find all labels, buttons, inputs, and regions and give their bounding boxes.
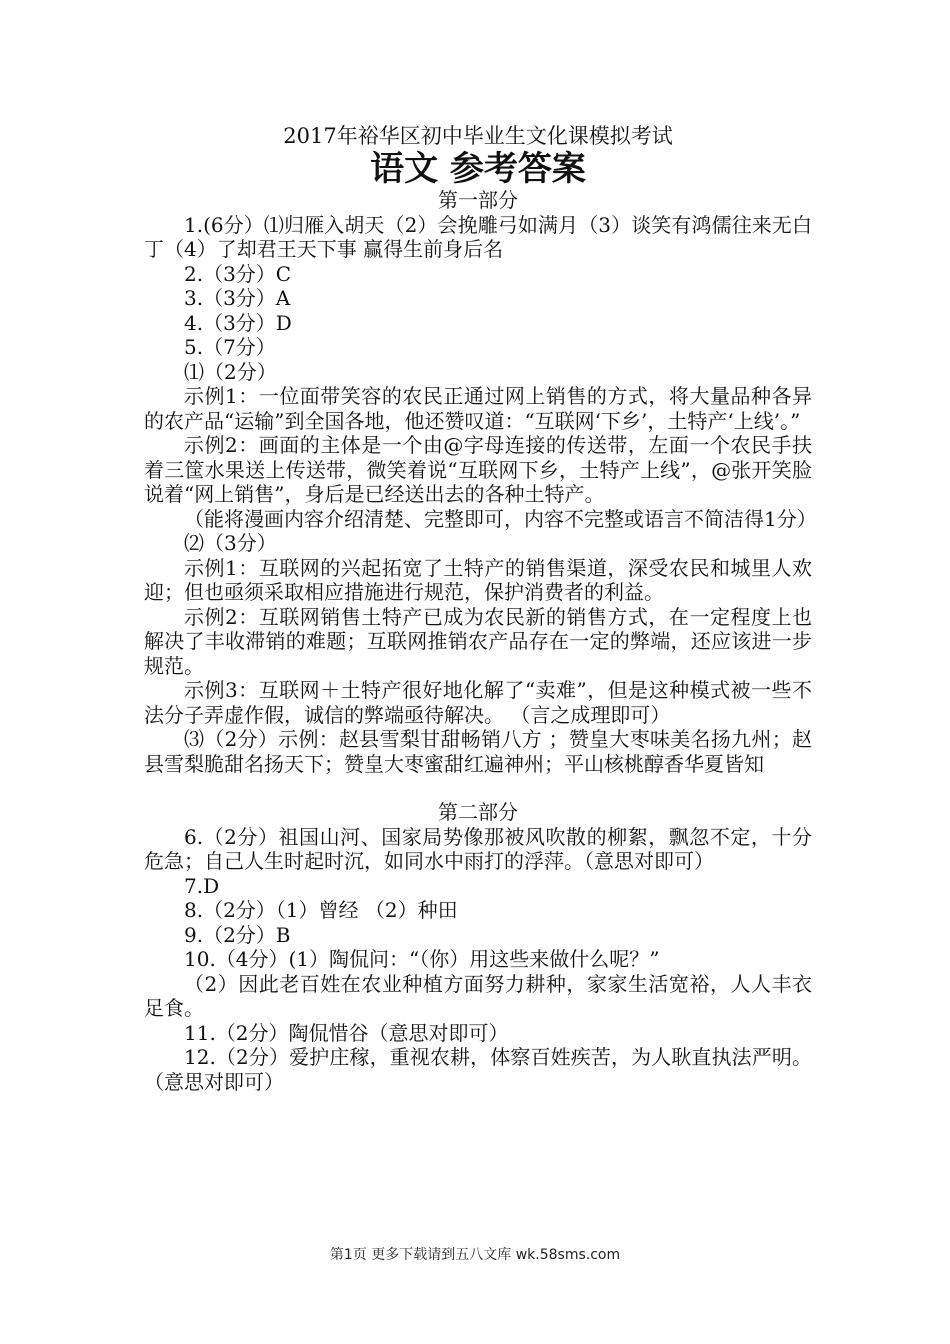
answer-paragraph: 12.（2分）爱护庄稼，重视农耕，体察百姓疾苦，为人耿直执法严明。（意思对即可） xyxy=(144,1045,812,1094)
answer-paragraph: ⑴（2分） xyxy=(184,359,277,384)
answer-paragraph: （2）因此老百姓在农业种植方面努力耕种，家家生活宽裕，人人丰衣足食。 xyxy=(144,971,812,1020)
part-one-heading: 第一部分 xyxy=(438,188,518,212)
answer-paragraph: 示例2：互联网销售土特产已成为农民新的销售方式，在一定程度上也解决了丰收滞销的难题；互联网推销农产品存在一定的弊端，还应该进一步规范。 xyxy=(144,604,812,678)
answer-paragraph: （能将漫画内容介绍清楚、完整即可，内容不完整或语言不简洁得1分） xyxy=(184,506,817,531)
answer-paragraph: 1.(6分）⑴归雁入胡天（2）会挽雕弓如满月（3）谈笑有鸿儒往来无白丁（4）了却君王天下事 赢得生前身后名 xyxy=(144,212,812,261)
answer-paragraph: 2.（3分）C xyxy=(184,261,292,286)
part-two-heading: 第二部分 xyxy=(438,800,518,824)
answer-paragraph: 3.（3分）A xyxy=(184,286,291,310)
answer-paragraph: 7.D xyxy=(184,873,220,898)
answer-paragraph: 示例1：互联网的兴起拓宽了土特产的销售渠道，深受农民和城里人欢迎；但也亟须采取相应措施进行规范，保护消费者的利益。 xyxy=(144,555,812,604)
answer-paragraph: ⑶（2分）示例：赵县雪梨甘甜畅销八方 ；赞皇大枣味美名扬九州；赵县雪梨脆甜名扬天下；赞皇大枣蜜甜红遍神州；平山核桃醇香华夏皆知 xyxy=(144,727,812,776)
answer-paragraph: 11.（2分）陶侃惜谷（意思对即可） xyxy=(184,1020,509,1045)
part-one-answers xyxy=(144,212,817,777)
exam-title: 2017年裕华区初中毕业生文化课模拟考试 xyxy=(283,124,673,148)
document-body xyxy=(144,122,817,1094)
answer-paragraph: 10.（4分）(1）陶侃问：“（你）用这些来做什么呢？” xyxy=(184,947,660,971)
answer-paragraph: 示例1：一位面带笑容的农民正通过网上销售的方式，将大量品种各异的农产品“运输”到全国各地，他还赞叹道：“互联网‘下乡’，土特产‘上线’。” xyxy=(144,384,812,433)
answer-paragraph: 示例3：互联网＋土特产很好地化解了“卖难”，但是这种模式被一些不法分子弄虚作假，诚信的弊端亟待解决。 （言之成理即可） xyxy=(144,678,812,727)
answer-paragraph: 6.（2分）祖国山河、国家局势像那被风吹散的柳絮，飘忽不定，十分危急；自己人生时起时沉，如同水中雨打的浮萍。（意思对即可） xyxy=(144,824,812,873)
answer-paragraph: 5.（7分） xyxy=(184,335,276,359)
answer-paragraph: 9.（2分）B xyxy=(184,922,291,947)
answer-paragraph: ⑵（3分） xyxy=(184,531,277,555)
answer-key-title: 语文 参考答案 xyxy=(370,149,586,189)
page-footer: 第1页 更多下载请到五八文库 wk.58sms.com xyxy=(329,1247,621,1263)
answer-paragraph: 8.（2分）（1）曾经 （2）种田 xyxy=(184,898,458,922)
answer-paragraph: 4.（3分）D xyxy=(184,310,292,335)
section-spacer xyxy=(144,776,812,800)
part-two-answers xyxy=(144,825,812,1095)
answer-paragraph: 示例2：画面的主体是一个由@字母连接的传送带，左面一个农民手扶着三筐水果送上传送带，微笑着说“互联网下乡，土特产上线”，@张开笑脸说着“网上销售”，身后是已经送出去的各种土特产。 xyxy=(144,433,812,506)
